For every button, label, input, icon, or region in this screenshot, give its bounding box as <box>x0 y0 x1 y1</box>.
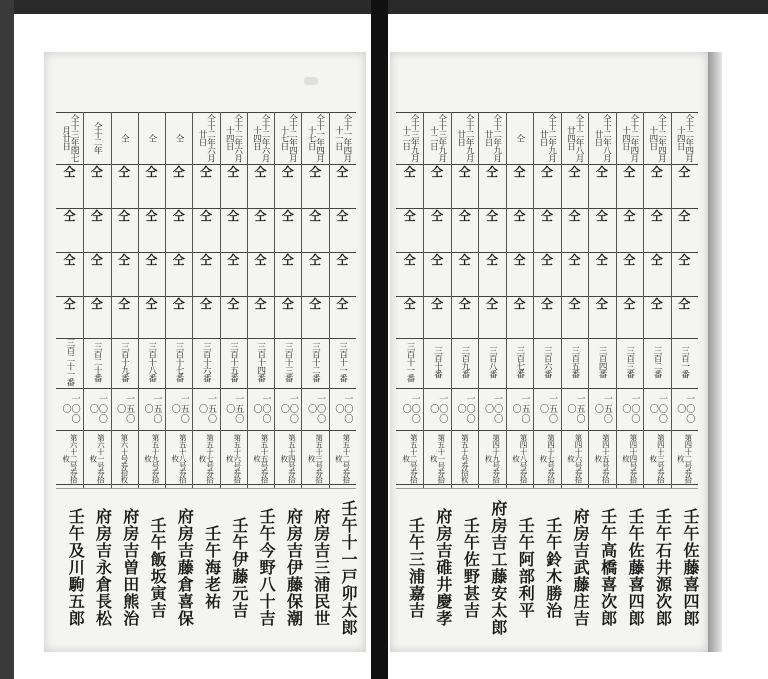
entry-number: 三百八番 <box>487 346 498 378</box>
entry-holder-name: 府房吉工藤安太郎 <box>488 499 508 636</box>
entry-date: 仝十二年八月廿四日 <box>565 114 584 162</box>
entry-holder-name: 壬午佐野甚吉 <box>461 516 481 619</box>
entry-holder-name: 壬午海老祐 <box>202 525 222 610</box>
entry-certificate: 第五十四号券拾枚 <box>279 433 297 483</box>
entry-date: 仝十二年六月十四日 <box>224 114 243 162</box>
entry-amount: 一五〇〇 <box>115 394 135 424</box>
ditto-mark: 仝 <box>118 253 131 267</box>
entry-date: 仝十一年四月十一日 <box>333 114 352 162</box>
ditto-mark: 仝 <box>172 209 185 223</box>
entry-number: 三百十一番 <box>404 342 415 382</box>
ditto-mark: 仝 <box>199 253 212 267</box>
ditto-mark: 仝 <box>145 297 158 311</box>
entry-date: 仝十二年九月廿日 <box>538 114 557 162</box>
ditto-mark: 仝 <box>118 165 131 179</box>
entry-amount: 一五〇〇 <box>565 394 585 424</box>
ditto-mark: 仝 <box>678 209 691 223</box>
ditto-mark: 仝 <box>678 165 691 179</box>
ledger-entry-column <box>451 112 481 647</box>
page-edge-shadow <box>708 52 722 652</box>
entry-date: 仝十二年九月廿日 <box>483 114 502 162</box>
entry-amount: 一〇〇〇 <box>306 394 326 424</box>
ditto-mark: 仝 <box>90 297 103 311</box>
entry-number: 三百十五番 <box>228 342 239 382</box>
column-divider <box>192 112 193 488</box>
book-gutter <box>371 0 388 679</box>
scan-border-left <box>0 0 14 679</box>
entry-date: 仝十三年九月十二日 <box>400 114 420 162</box>
ledger-entry-column <box>165 112 195 647</box>
entry-holder-name: 壬午佐藤喜四郎 <box>626 508 646 627</box>
ditto-mark: 仝 <box>458 253 471 267</box>
entry-amount: 一〇〇〇 <box>455 394 475 424</box>
entry-number: 三百十一番 <box>337 342 348 382</box>
ditto-mark: 仝 <box>309 253 322 267</box>
ditto-mark: 仝 <box>595 253 608 267</box>
ledger-entry-column <box>138 112 168 647</box>
entry-number: 三百一番 <box>679 346 690 378</box>
entry-holder-name: 府房吉武藤庄吉 <box>571 508 591 627</box>
ditto-mark: 仝 <box>623 165 636 179</box>
entry-holder-name: 壬午佐藤喜四郎 <box>680 508 700 627</box>
ditto-mark: 仝 <box>309 209 322 223</box>
ditto-mark: 仝 <box>227 253 240 267</box>
ditto-mark: 仝 <box>309 297 322 311</box>
ditto-mark: 仝 <box>118 209 131 223</box>
entry-date: 仝十二年四月十七日 <box>278 114 298 162</box>
ditto-mark: 仝 <box>336 253 349 267</box>
entry-holder-name: 壬午伊藤元吉 <box>229 516 249 619</box>
entry-certificate: 第四十五号券拾枚 <box>593 433 611 483</box>
ditto-mark: 仝 <box>254 253 267 267</box>
entry-holder-name: 壬午三浦嘉吉 <box>406 516 426 619</box>
entry-holder-name: 壬午高橋喜次郎 <box>598 508 618 627</box>
entry-amount: 一〇〇〇 <box>60 394 80 424</box>
ditto-mark: 仝 <box>199 297 212 311</box>
ditto-mark: 仝 <box>595 165 608 179</box>
entry-number: 三百二番 <box>652 346 663 378</box>
ditto-mark: 仝 <box>90 253 103 267</box>
ditto-mark: 仝 <box>431 253 444 267</box>
entry-number: 三百九番 <box>459 346 470 378</box>
entry-date: 仝十二年四月十四日 <box>620 114 639 162</box>
ledger-entry-column <box>83 112 113 647</box>
ditto-mark: 仝 <box>431 209 444 223</box>
ditto-mark: 仝 <box>486 165 499 179</box>
ditto-mark: 仝 <box>145 209 158 223</box>
entry-number: 三百五番 <box>569 346 580 378</box>
ditto-mark: 仝 <box>63 209 76 223</box>
ditto-mark: 仝 <box>63 253 76 267</box>
entry-certificate: 第六十一号券拾枚 <box>88 433 106 483</box>
column-divider <box>533 112 534 488</box>
ledger-entry-column <box>396 112 426 647</box>
ditto-mark: 仝 <box>336 165 349 179</box>
column-divider <box>671 112 672 488</box>
ditto-mark: 仝 <box>199 165 212 179</box>
entry-holder-name: 壬午及川駒五郎 <box>66 508 86 627</box>
column-divider <box>329 112 330 488</box>
ditto-mark: 仝 <box>281 297 294 311</box>
entry-date: 仝十二年九月廿日 <box>455 114 475 162</box>
column-divider <box>561 112 562 488</box>
ledger-entry-column <box>274 112 304 647</box>
left-page <box>44 52 366 652</box>
ditto-mark: 仝 <box>458 209 471 223</box>
ditto-mark: 仝 <box>568 297 581 311</box>
entry-holder-name: 府房吉曽田熊治 <box>120 508 140 627</box>
entry-date: 仝十一年四月十七日 <box>306 114 325 162</box>
ledger-entry-column <box>643 112 673 647</box>
entry-number: 三百十二番 <box>310 342 321 382</box>
ledger-entry-column <box>671 112 698 647</box>
entry-amount: 一〇〇〇 <box>428 394 448 424</box>
ledger-entry-column <box>301 112 331 647</box>
entry-certificate: 第四十二号券拾枚 <box>676 433 693 483</box>
ditto-mark: 仝 <box>568 253 581 267</box>
entry-amount: 一〇〇〇 <box>278 394 298 424</box>
entry-amount: 一五〇〇 <box>592 394 612 424</box>
entry-certificate: 第五十二号券拾枚 <box>401 433 419 483</box>
ditto-mark: 仝 <box>513 297 526 311</box>
entry-number: 三百二十一番 <box>64 338 75 386</box>
ditto-mark: 仝 <box>227 165 240 179</box>
column-divider <box>301 112 302 488</box>
ledger-entry-column <box>616 112 646 647</box>
ditto-mark: 仝 <box>254 165 267 179</box>
entry-certificate: 第五十七号券拾枚 <box>198 433 215 483</box>
entry-certificate: 第五十六号券拾枚 <box>225 433 242 483</box>
entry-holder-name: 壬午十一戸卯太郎 <box>338 499 358 636</box>
entry-date: 仝十三年閏七月廿日 <box>60 114 80 162</box>
entry-certificate: 第四十四号券拾枚 <box>621 433 638 483</box>
ditto-mark: 仝 <box>486 209 499 223</box>
ditto-mark: 仝 <box>513 209 526 223</box>
ditto-mark: 仝 <box>650 253 663 267</box>
ditto-mark: 仝 <box>254 297 267 311</box>
ditto-mark: 仝 <box>172 253 185 267</box>
column-divider <box>588 112 589 488</box>
entry-certificate: 第五十五号券拾枚 <box>252 433 270 483</box>
entry-holder-name: 府房吉三浦民世 <box>311 508 331 627</box>
entry-number: 三百三番 <box>624 346 635 378</box>
column-divider <box>643 112 644 488</box>
entry-holder-name: 壬午今野八十吉 <box>257 508 277 627</box>
ledger-entry-column <box>423 112 453 647</box>
entry-number: 三百二十番 <box>92 342 103 382</box>
ditto-mark: 仝 <box>623 209 636 223</box>
entry-holder-name: 府房吉碓井慶孝 <box>433 508 453 627</box>
ditto-mark: 仝 <box>431 165 444 179</box>
ditto-mark: 仝 <box>540 209 553 223</box>
ditto-mark: 仝 <box>281 209 294 223</box>
ledger-entry-column <box>478 112 508 647</box>
ditto-mark: 仝 <box>403 209 416 223</box>
entry-date: 仝十二年六月十四日 <box>251 114 271 162</box>
ditto-mark: 仝 <box>254 209 267 223</box>
ditto-mark: 仝 <box>486 253 499 267</box>
ledger-table-right <box>396 112 698 647</box>
column-divider <box>111 112 112 488</box>
column-divider <box>478 112 479 488</box>
entry-date: 仝十三年九月十二日 <box>428 114 447 162</box>
ledger-entry-column <box>561 112 591 647</box>
entry-amount: 一五〇〇 <box>197 394 216 424</box>
entry-number: 三百七番 <box>514 346 525 378</box>
entry-certificate: 第六十号券拾枚 <box>119 433 129 483</box>
ledger-entry-column <box>533 112 563 647</box>
entry-date: 仝 <box>146 134 157 142</box>
ditto-mark: 仝 <box>336 209 349 223</box>
ditto-mark: 仝 <box>513 253 526 267</box>
column-divider <box>506 112 507 488</box>
entry-amount: 一五〇〇 <box>510 394 530 424</box>
ditto-mark: 仝 <box>431 297 444 311</box>
entry-number: 三百六番 <box>542 346 553 378</box>
entry-date: 仝十二年四月十四日 <box>675 114 694 162</box>
ditto-mark: 仝 <box>623 253 636 267</box>
ditto-mark: 仝 <box>227 297 240 311</box>
ledger-entry-column <box>192 112 222 647</box>
ditto-mark: 仝 <box>118 297 131 311</box>
entry-date: 仝十二年四月十四日 <box>647 114 667 162</box>
ditto-mark: 仝 <box>513 165 526 179</box>
ditto-mark: 仝 <box>568 209 581 223</box>
ditto-mark: 仝 <box>540 165 553 179</box>
entry-certificate: 第四十六号券拾枚 <box>566 433 583 483</box>
ditto-mark: 仝 <box>595 209 608 223</box>
entry-amount: 一〇〇〇 <box>333 394 353 424</box>
entry-amount: 一五〇〇 <box>169 394 189 424</box>
entry-number: 三百十六番 <box>201 342 212 382</box>
ditto-mark: 仝 <box>650 297 663 311</box>
entry-date: 仝十二年 <box>92 122 103 154</box>
ink-smudge <box>304 77 318 85</box>
ditto-mark: 仝 <box>650 209 663 223</box>
ledger-entry-column <box>111 112 138 647</box>
ditto-mark: 仝 <box>63 297 76 311</box>
entry-number: 三百十八番 <box>146 342 157 382</box>
entry-certificate: 第五十号券拾枚 <box>460 433 470 483</box>
entry-amount: 一〇〇〇 <box>87 394 107 424</box>
ditto-mark: 仝 <box>458 297 471 311</box>
entry-date: 仝 <box>173 134 184 142</box>
ditto-mark: 仝 <box>63 165 76 179</box>
column-divider <box>138 112 139 488</box>
ditto-mark: 仝 <box>281 253 294 267</box>
ditto-mark: 仝 <box>568 165 581 179</box>
ditto-mark: 仝 <box>540 253 553 267</box>
entry-holder-name: 府房吉永倉長松 <box>93 508 113 627</box>
column-divider <box>616 112 617 488</box>
entry-number: 三百十九番 <box>119 342 130 382</box>
entry-certificate: 第五十八号券拾枚 <box>170 433 188 483</box>
ledger-entry-column <box>506 112 536 647</box>
ditto-mark: 仝 <box>595 297 608 311</box>
ditto-mark: 仝 <box>678 253 691 267</box>
ditto-mark: 仝 <box>90 165 103 179</box>
entry-number: 三百十番 <box>432 346 443 378</box>
entry-amount: 一五〇〇 <box>538 394 557 424</box>
ditto-mark: 仝 <box>172 165 185 179</box>
entry-amount: 一〇〇〇 <box>251 394 271 424</box>
entry-holder-name: 壬午鈴木勝治 <box>543 516 563 619</box>
entry-certificate: 第四十八号券拾枚 <box>511 433 529 483</box>
ditto-mark: 仝 <box>403 253 416 267</box>
entry-date: 仝 <box>514 134 525 142</box>
entry-certificate: 第五十九号券拾枚 <box>143 433 160 483</box>
ditto-mark: 仝 <box>650 165 663 179</box>
entry-certificate: 第六十二号券拾枚 <box>61 433 79 483</box>
ledger-entry-column <box>588 112 618 647</box>
entry-certificate: 第四十三号券拾枚 <box>648 433 666 483</box>
entry-certificate: 第四十九号券拾枚 <box>484 433 501 483</box>
entry-amount: 一〇〇〇 <box>400 394 420 424</box>
ledger-entry-column <box>247 112 277 647</box>
ditto-mark: 仝 <box>309 165 322 179</box>
entry-holder-name: 府房吉藤倉喜保 <box>175 508 195 627</box>
column-divider <box>165 112 166 488</box>
ditto-mark: 仝 <box>623 297 636 311</box>
ditto-mark: 仝 <box>281 165 294 179</box>
entry-certificate: 第五十二号券拾枚 <box>334 433 351 483</box>
entry-number: 三百十三番 <box>283 342 294 382</box>
ditto-mark: 仝 <box>403 165 416 179</box>
ledger-entry-column <box>329 112 356 647</box>
ditto-mark: 仝 <box>227 209 240 223</box>
entry-amount: 一〇〇〇 <box>675 394 695 424</box>
entry-amount: 一〇〇〇 <box>483 394 503 424</box>
entry-holder-name: 壬午飯坂寅吉 <box>148 516 168 619</box>
entry-number: 三百十七番 <box>173 342 184 382</box>
entry-number: 三百十四番 <box>255 342 266 382</box>
entry-amount: 一五〇〇 <box>224 394 244 424</box>
ditto-mark: 仝 <box>403 297 416 311</box>
right-page <box>390 52 708 652</box>
ledger-entry-column <box>220 112 247 647</box>
ditto-mark: 仝 <box>486 297 499 311</box>
ditto-mark: 仝 <box>540 297 553 311</box>
entry-holder-name: 壬午石井源次郎 <box>653 508 673 627</box>
ledger-table-left <box>56 112 356 647</box>
ditto-mark: 仝 <box>145 253 158 267</box>
ditto-mark: 仝 <box>145 165 158 179</box>
entry-number: 三百四番 <box>597 346 608 378</box>
column-divider <box>83 112 84 488</box>
entry-holder-name: 府房吉伊藤保潮 <box>284 508 304 627</box>
entry-certificate: 第五十三号券拾枚 <box>307 433 324 483</box>
entry-certificate: 第四十七号券拾枚 <box>539 433 556 483</box>
entry-date: 仝十二年六月廿日 <box>197 114 216 162</box>
entry-amount: 一五〇〇 <box>142 394 162 424</box>
ledger-entry-column <box>56 112 86 647</box>
entry-amount: 一〇〇〇 <box>620 394 640 424</box>
ditto-mark: 仝 <box>336 297 349 311</box>
column-divider <box>423 112 424 488</box>
ditto-mark: 仝 <box>678 297 691 311</box>
ditto-mark: 仝 <box>172 297 185 311</box>
entry-date: 仝十二年八月廿日 <box>592 114 612 162</box>
column-divider <box>247 112 248 488</box>
column-divider <box>274 112 275 488</box>
entry-holder-name: 壬午阿部利平 <box>516 516 536 619</box>
ditto-mark: 仝 <box>199 209 212 223</box>
column-divider <box>220 112 221 488</box>
entry-certificate: 第五十一号券拾枚 <box>429 433 446 483</box>
entry-date: 仝 <box>119 134 130 142</box>
ditto-mark: 仝 <box>458 165 471 179</box>
ditto-mark: 仝 <box>90 209 103 223</box>
column-divider <box>451 112 452 488</box>
entry-amount: 一〇〇〇 <box>647 394 667 424</box>
